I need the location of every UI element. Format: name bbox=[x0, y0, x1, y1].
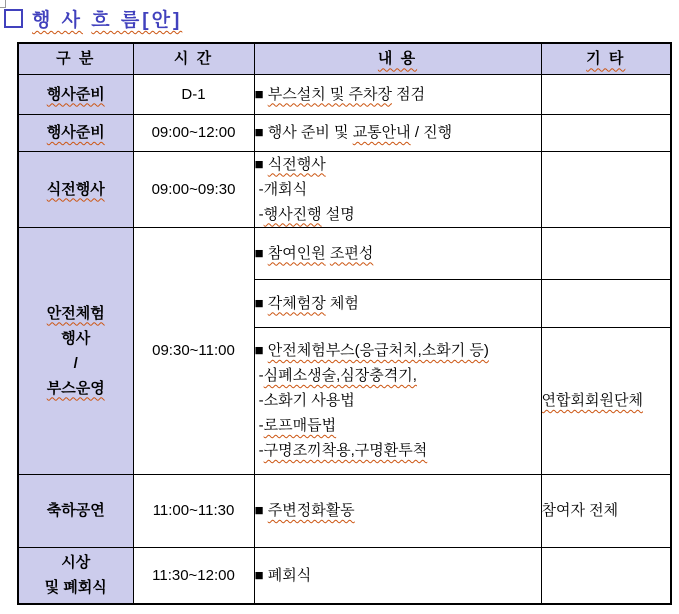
category-cell: 행사준비 bbox=[18, 74, 133, 114]
etc-cell bbox=[541, 227, 671, 279]
table-row bbox=[18, 547, 671, 604]
header-category: 구 분 bbox=[18, 43, 133, 74]
etc-cell: 참여자 전체 bbox=[541, 474, 671, 547]
category-cell: 축하공연 bbox=[18, 474, 133, 547]
etc-cell bbox=[541, 547, 671, 604]
category-cell: 식전행사 bbox=[18, 151, 133, 227]
time-cell: 09:00~09:30 bbox=[133, 151, 254, 227]
content-cell: ■ 각체험장 체험 bbox=[254, 279, 541, 327]
content-cell: ■ 참여인원 조편성 bbox=[254, 227, 541, 279]
time-cell: 09:00~12:00 bbox=[133, 114, 254, 151]
content-cell: ■ 식전행사 -개회식 -행사진행 설명 bbox=[254, 151, 541, 227]
etc-cell bbox=[541, 151, 671, 227]
etc-cell bbox=[541, 114, 671, 151]
content-cell: ■ 부스설치 및 주차장 점검 bbox=[254, 74, 541, 114]
table-row bbox=[18, 114, 671, 151]
category-cell: 행사준비 bbox=[18, 114, 133, 151]
table-row bbox=[18, 74, 671, 114]
category-cell: 시상 및 폐회식 bbox=[18, 547, 133, 604]
etc-cell: 연합회회원단체 bbox=[541, 327, 671, 474]
square-box-icon bbox=[4, 9, 23, 28]
header-content: 내 용 bbox=[254, 43, 541, 74]
etc-cell bbox=[541, 279, 671, 327]
table-row bbox=[18, 151, 671, 227]
category-cell-merged: 안전체험 행사 / 부스운영 bbox=[18, 227, 133, 474]
content-cell: ■ 주변정화활동 bbox=[254, 474, 541, 547]
content-cell: ■ 폐회식 bbox=[254, 547, 541, 604]
header-row bbox=[18, 43, 671, 74]
content-cell: ■ 행사 준비 및 교통안내 / 진행 bbox=[254, 114, 541, 151]
page-title-text: 행 사 흐 름[안] bbox=[32, 10, 183, 31]
time-cell-merged: 09:30~11:00 bbox=[133, 227, 254, 474]
time-cell: D-1 bbox=[133, 74, 254, 114]
content-cell: ■ 안전체험부스(응급처치,소화기 등) -심폐소생술,심장충격기, -소화기 사용법 -로프매듭법 -구명조끼착용,구명환투척 bbox=[254, 327, 541, 474]
etc-cell bbox=[541, 74, 671, 114]
header-etc: 기 타 bbox=[541, 43, 671, 74]
time-cell: 11:00~11:30 bbox=[133, 474, 254, 547]
header-time: 시 간 bbox=[133, 43, 254, 74]
page-title bbox=[4, 5, 182, 32]
table-row bbox=[18, 474, 671, 547]
table-row bbox=[18, 227, 671, 279]
time-cell: 11:30~12:00 bbox=[133, 547, 254, 604]
event-schedule-table bbox=[17, 42, 672, 605]
